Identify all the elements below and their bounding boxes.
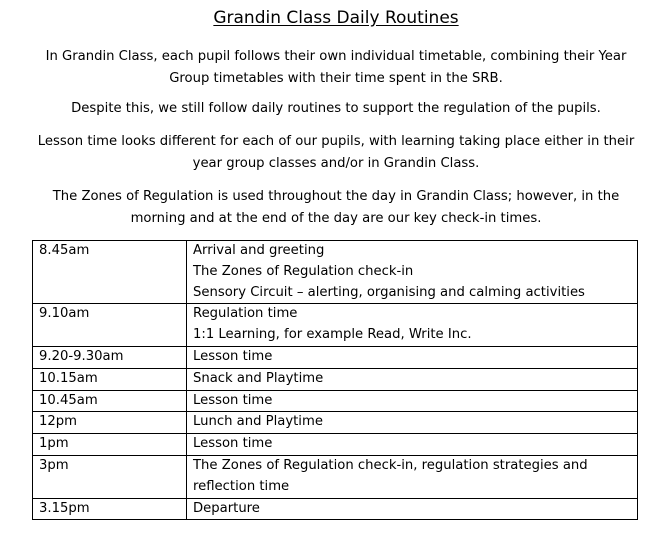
activity-cell (187, 412, 638, 434)
activity-cell (187, 434, 638, 456)
table-row (33, 455, 638, 498)
time-cell: 12pm (33, 412, 187, 434)
activity-line: reflection time (193, 478, 290, 494)
activity-cell (187, 498, 638, 520)
activity-cell (187, 241, 638, 304)
table-row (33, 498, 638, 520)
routines-paragraph: Despite this, we still follow daily routines to support the regulation of the pupils. (71, 101, 601, 116)
activity-line: The Zones of Regulation check-in, regulation strategies and (193, 457, 588, 473)
activity-line: Lesson time (193, 348, 273, 364)
activity-cell (187, 455, 638, 498)
activity-line: 1:1 Learning, for example Read, Write Inc. (193, 327, 472, 343)
activity-line: Arrival and greeting (193, 243, 325, 258)
lesson-time-paragraph: Lesson time looks different for each of our pupils, with learning taking place either in their year group classes and/or in Grandin Class. (37, 134, 635, 171)
table-row (33, 390, 638, 412)
time-cell: 10.45am (33, 390, 187, 412)
page-title: Grandin Class Daily Routines (213, 8, 459, 28)
activity-line: The Zones of Regulation check-in (193, 263, 414, 279)
time-cell: 3.15pm (33, 498, 187, 520)
activity-line: Lesson time (193, 392, 273, 408)
activity-cell (187, 304, 638, 347)
time-cell: 10.15am (33, 368, 187, 390)
activity-line: Snack and Playtime (193, 370, 324, 386)
zones-paragraph: The Zones of Regulation is used throughout the day in Grandin Class; however, in the morning and at the end of the day are our key check-in times. (52, 189, 620, 226)
activity-line: Sensory Circuit – alerting, organising and calming activities (193, 284, 585, 300)
activity-cell (187, 390, 638, 412)
table-row (33, 434, 638, 456)
intro-paragraph: In Grandin Class, each pupil follows their own individual timetable, combining their Year Group timetables with their time spent in the SRB. (45, 49, 627, 86)
time-cell: 9.10am (33, 304, 187, 347)
activity-line: Lesson time (193, 436, 273, 452)
table-row (33, 412, 638, 434)
time-cell: 1pm (33, 434, 187, 456)
routine-table (32, 240, 638, 520)
table-row (33, 241, 638, 304)
activity-cell (187, 346, 638, 368)
table-row (33, 368, 638, 390)
table-row (33, 346, 638, 368)
activity-line: Regulation time (193, 306, 298, 322)
activity-line: Departure (193, 500, 260, 516)
activity-line: Lunch and Playtime (193, 414, 323, 430)
time-cell: 3pm (33, 455, 187, 498)
activity-cell (187, 368, 638, 390)
time-cell: 8.45am (33, 241, 187, 304)
time-cell: 9.20-9.30am (33, 346, 187, 368)
routine-table-body (33, 241, 638, 520)
table-row (33, 304, 638, 347)
